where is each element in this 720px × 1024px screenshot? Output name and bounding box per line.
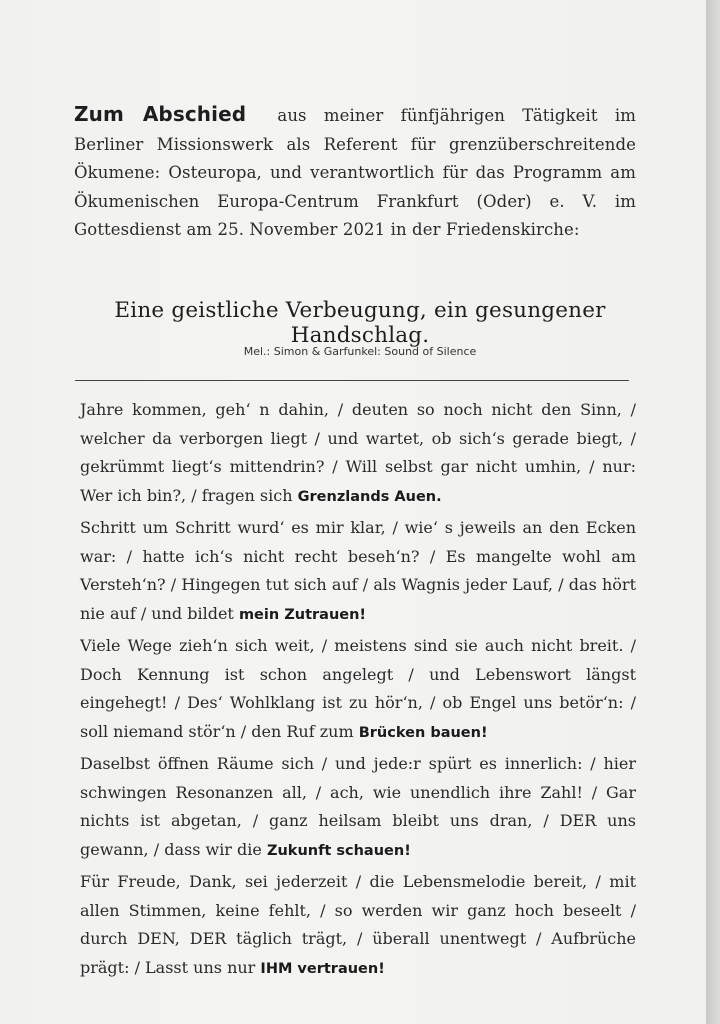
stanza-text: Daselbst öffnen Räume sich / und jede:r spürt es innerlich: / hier schwingen Resonanzen all, / ach, wie unendlich ihre Zahl! / Gar nichts ist abgetan, / ganz heilsam bleibt uns dran, / DER uns gewann, / dass wir die — [80, 754, 636, 859]
stanza-3 — [80, 632, 636, 747]
stanza-1 — [80, 396, 636, 511]
stanza-text: Für Freude, Dank, sei jederzeit / die Lebensmelodie bereit, / mit allen Stimmen, keine fehlt, / so werden wir ganz hoch beseelt / durch DEN, DER täglich trägt, / überall unentwegt / Aufbrüche prägt: / Lasst uns nur — [80, 872, 636, 977]
stanza-ending: mein Zutrauen! — [238, 606, 367, 623]
stanza-2 — [80, 514, 636, 629]
melody-note: Mel.: Simon & Garfunkel: Sound of Silence — [243, 345, 477, 358]
stanza-ending: IHM vertrauen! — [260, 960, 385, 977]
stanza-4 — [80, 750, 636, 865]
page-title: Eine geistliche Verbeugung, ein gesungener Handschlag. — [114, 298, 606, 348]
background-edge — [706, 0, 720, 1024]
stanza-text: Viele Wege zieh‘n sich weit, / meistens sind sie auch nicht breit. / Doch Kennung ist schon angelegt / und Lebenswort längst eingehegt! / Des‘ Wohlklang ist zu hör‘n, / ob Engel uns betör‘n: / soll niemand stör‘n / den Ruf zum — [80, 636, 636, 741]
stanza-ending: Zukunft schauen! — [266, 842, 411, 859]
divider-line — [75, 380, 629, 381]
stanza-text: Jahre kommen, geh‘ n dahin, / deuten so noch nicht den Sinn, / welcher da verborgen liegt / und wartet, ob sich‘s gerade biegt, / gekrümmt liegt‘s mittendrin? / Will selbst gar nicht umhin, / nur: Wer ich bin?, / fragen sich — [80, 400, 636, 505]
stanza-ending: Brücken bauen! — [358, 724, 488, 741]
stanza-ending: Grenzlands Auen. — [297, 488, 442, 505]
stanza-text: Schritt um Schritt wurd‘ es mir klar, / wie‘ s jeweils an den Ecken war: / hatte ich‘s nicht recht beseh‘n? / Es mangelte wohl am Versteh‘n? / Hingegen tut sich auf / als Wagnis jeder Lauf, / das hört nie auf / und bildet — [80, 518, 636, 623]
intro-text: aus meiner fünfjährigen Tätigkeit im Berliner Missionswerk als Referent für grenzüberschreitende Ökumene: Osteuropa, und verantwortlich für das Programm am Ökumenischen Europa-Centrum Frankfurt (Oder) e. V. im Gottesdienst am 25. November 2021 in der Friedenskirche: — [74, 106, 636, 239]
intro-paragraph — [74, 100, 636, 245]
stanza-5 — [80, 868, 636, 983]
intro-lead: Zum Abschied — [74, 102, 247, 126]
